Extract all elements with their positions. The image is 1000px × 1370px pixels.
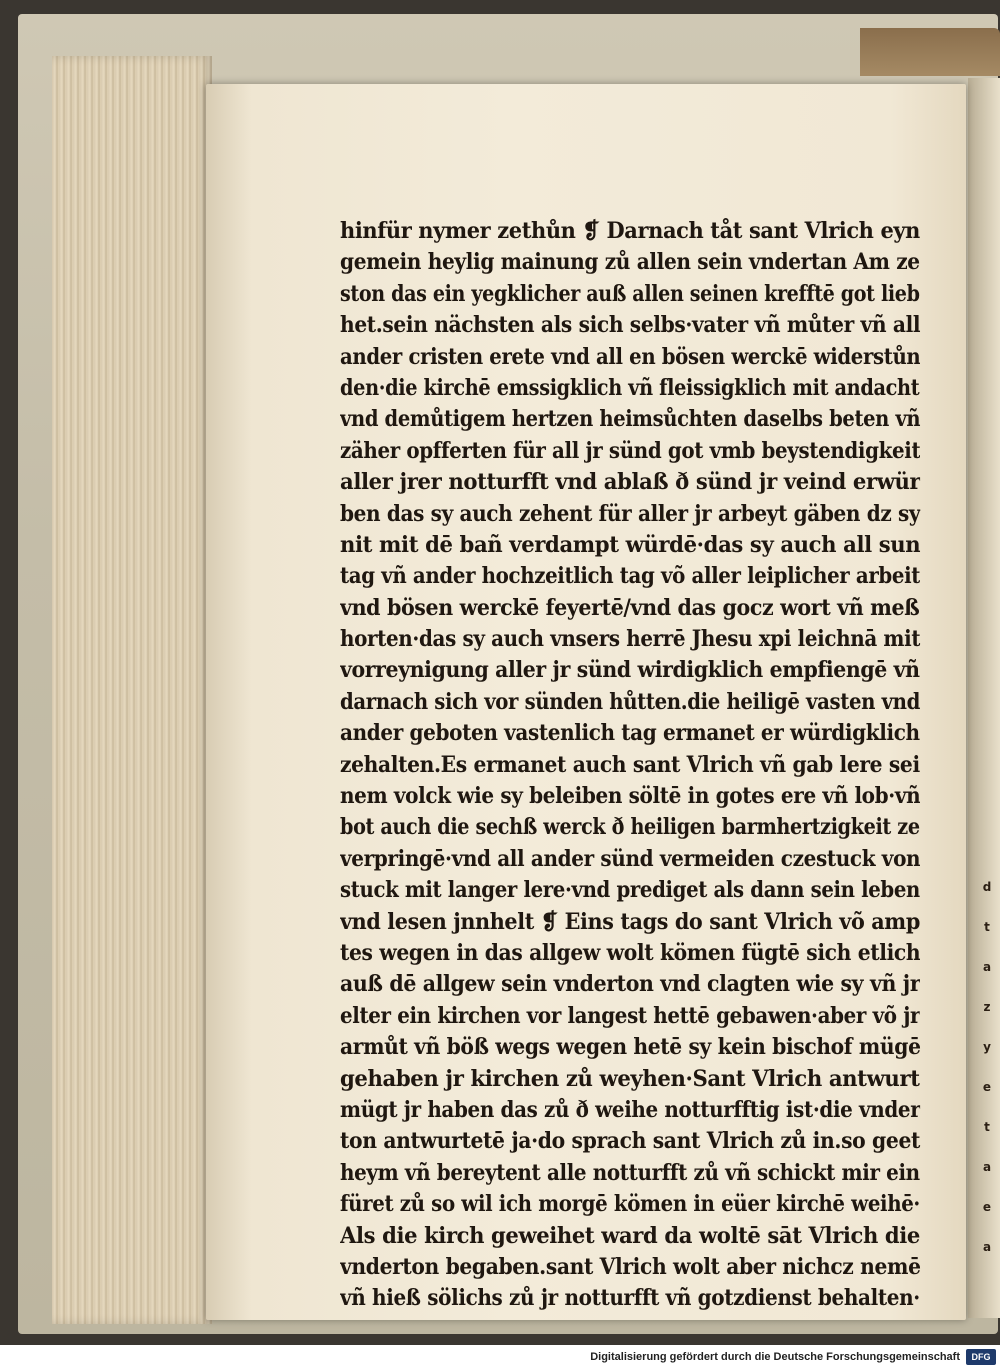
margin-letter: y (983, 1040, 991, 1054)
text-line: vnd demůtigem hertzen heimsůchten daselbs beten vñ (340, 406, 921, 433)
margin-letter: e (982, 1200, 992, 1214)
text-line: hinfür nymer zethůn ❡ Darnach tåt sant Vlrich eyn (340, 218, 920, 244)
text-line: heym vñ bereytent alle notturfft zů vñ schickt mir ein (340, 1159, 920, 1186)
text-line: auß dē allgew sein vnderton vnd clagten wie sy vñ jr (340, 971, 921, 998)
text-line: mügt jr haben das zů ð weihe notturfftig ist·die vnder (340, 1096, 921, 1123)
text-line: tag vñ ander hochzeitlich tag võ aller leiplicher arbeit (340, 563, 920, 590)
text-line: ston das ein yegklicher auß allen seinen krefftē got lieb (340, 280, 920, 307)
text-line: het.sein nächsten als sich selbs·vater vñ můter vñ all (340, 312, 921, 339)
page-edges (52, 56, 212, 1324)
margin-letter: e (982, 1080, 992, 1094)
margin-letter: a (982, 960, 992, 974)
margin-letter: d (982, 880, 992, 894)
text-line: füret zů so wil ich morgē kömen in eüer kirchē weihē· (340, 1191, 920, 1218)
margin-letter: a (982, 1160, 992, 1174)
text-line: aller jrer notturfft vnd ablaß ð sünd jr veind erwür (340, 469, 921, 496)
text-line: den·die kirchē emssigklich vñ fleissigklich mit andacht (340, 374, 920, 401)
text-line: ander geboten vastenlich tag ermanet er würdigklich (340, 720, 920, 747)
text-line: elter ein kirchen vor langest hettē gebawen·aber võ jr (340, 1002, 920, 1029)
text-line: Als die kirch geweihet ward da woltē sāt Vlrich die (340, 1222, 920, 1249)
text-line: vnderton begaben.sant Vlrich wolt aber nichcz nemē (340, 1253, 921, 1280)
text-line: ton antwurtetē ja·do sprach sant Vlrich zů in.so geet (340, 1128, 921, 1155)
text-line: gemein heylig mainung zů allen sein vndertan Am ze (340, 249, 920, 276)
text-line: zäher opfferten für all jr sünd got vmb beystendigkeit (340, 437, 920, 464)
footer-bar (0, 1345, 1000, 1370)
text-line: horten·das sy auch vnsers herrē Jhesu xpi leichnā mit (340, 626, 921, 653)
text-line: stuck mit langer lere·vnd prediget als dann sein leben (340, 877, 920, 904)
text-line: vnd lesen jnnhelt ❡ Eins tags do sant Vlrich võ amp (340, 908, 920, 935)
text-line: tes wegen in das allgew wolt kömen fügtē sich etlich (340, 939, 920, 966)
text-line: verpringē·vnd all ander sünd vermeiden czestuck von (340, 845, 920, 872)
text-line: nit mit dē bañ verdampt würdē·das sy auch all sun (340, 531, 921, 558)
text-line: bot auch die sechß werck ð heiligen barmhertzigkeit ze (340, 814, 920, 841)
margin-letter: t (984, 920, 990, 934)
funding-credit: Digitalisierung gefördert durch die Deutsche Forschungsgemeinschaft (590, 1351, 960, 1363)
text-line: vorreynigung aller jr sünd wirdigklich empfiengē vñ (340, 657, 920, 684)
book-spine-top (860, 28, 1000, 76)
text-line: armůt vñ böß wegs wegen hetē sy kein bischof mügē (340, 1034, 921, 1061)
margin-letter: a (982, 1240, 992, 1254)
page-text (340, 216, 920, 1315)
dfg-logo: DFG (966, 1349, 996, 1365)
text-line: vñ hieß sölichs zů jr notturfft vñ gotzdienst behalten· (340, 1285, 920, 1312)
facing-page-margin-letters (978, 880, 996, 1254)
text-line: zehalten.Es ermanet auch sant Vlrich vñ gab lere sei (340, 751, 920, 778)
text-line: nem volck wie sy beleiben söltē in gotes ere vñ lob·vñ (340, 783, 920, 810)
margin-letter: t (984, 1120, 990, 1134)
text-line: darnach sich vor sünden hůtten.die heiligē vasten vnd (340, 688, 920, 715)
text-line: vnd bösen werckē feyertē/vnd das gocz wort vñ meß (340, 594, 920, 621)
text-line: ben das sy auch zehent für aller jr arbeyt gäben dz sy (340, 500, 921, 527)
margin-letter: z (983, 1000, 991, 1014)
text-line: gehaben jr kirchen zů weyhen·Sant Vlrich antwurt (340, 1065, 920, 1092)
text-line: ander cristen erete vnd all en bösen werckē widerstůn (340, 343, 920, 370)
